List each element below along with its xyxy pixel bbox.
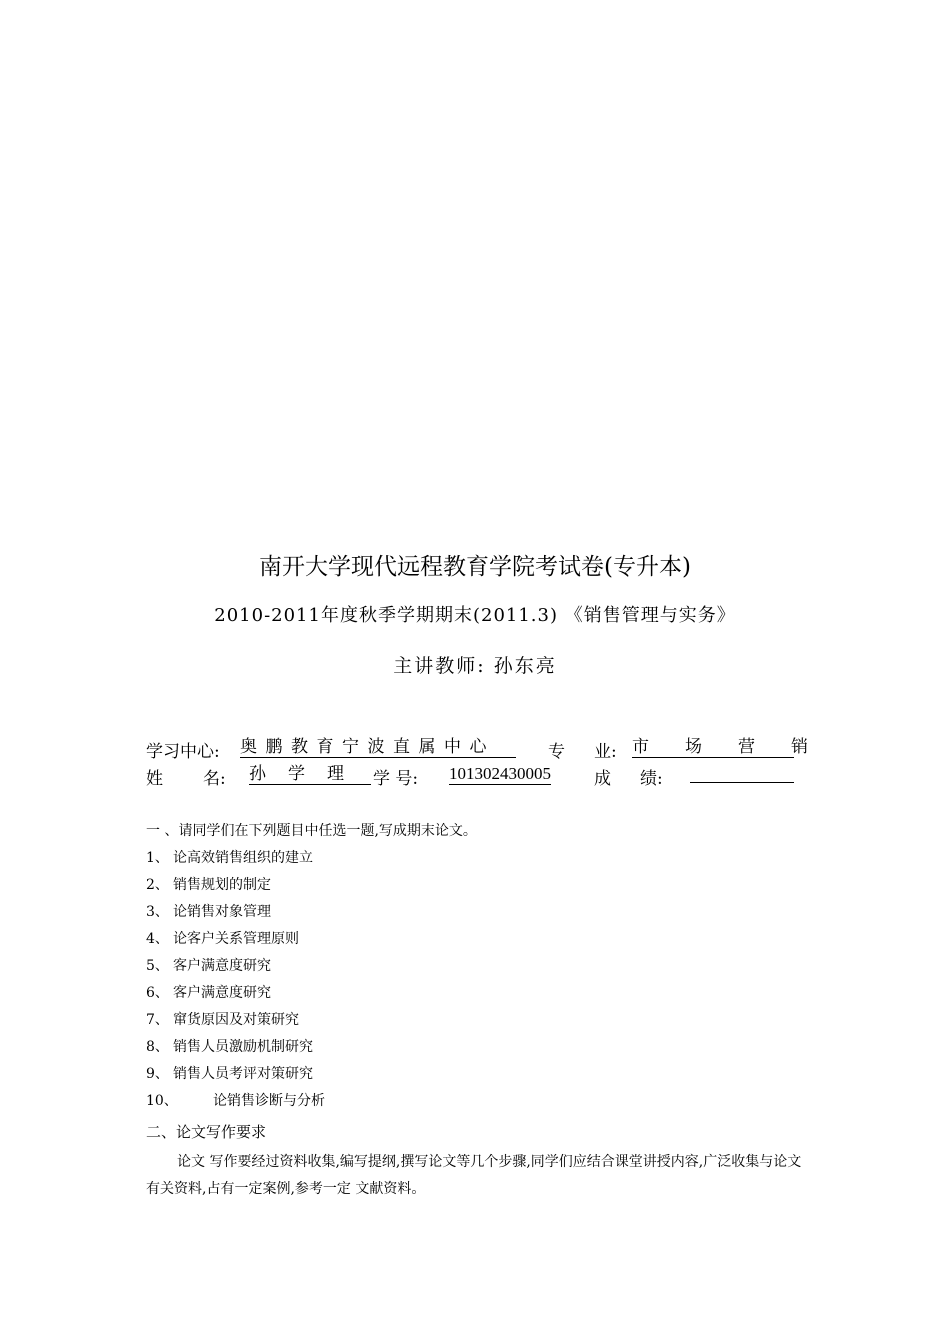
list-item: 9、 销售人员考评对策研究 bbox=[146, 1066, 313, 1082]
list-item: 2、 销售规划的制定 bbox=[146, 877, 271, 893]
requirements-paragraph: 论文 写作要经过资料收集,编写提纲,撰写论文等几个步骤,同学们应结合课堂讲授内容,广泛收集与论文有关资料,占有一定案例,参考一定 文献资料。 bbox=[146, 1154, 802, 1197]
center-value: 奥鹏教育宁波直属中心 bbox=[240, 737, 516, 758]
list-item: 1、 论高效销售组织的建立 bbox=[146, 850, 313, 866]
teacher-line: 主讲教师: 孙东亮 bbox=[393, 655, 557, 677]
id-label: 学 号: bbox=[373, 769, 419, 789]
grade-label-2: 绩: bbox=[640, 769, 663, 789]
major-value: 市场营销 bbox=[632, 737, 844, 757]
name-value-wrap bbox=[249, 764, 371, 785]
major-label-1: 专 bbox=[548, 742, 565, 762]
list-item: 10、 论销售诊断与分析 bbox=[146, 1093, 325, 1109]
section1-heading: 一 、请同学们在下列题目中任选一题,写成期末论文。 bbox=[146, 823, 477, 839]
list-item: 5、 客户满意度研究 bbox=[146, 958, 271, 974]
id-value-wrap bbox=[449, 764, 551, 785]
name-label-1: 姓 bbox=[146, 769, 163, 789]
section2-heading: 二、论文写作要求 bbox=[146, 1123, 267, 1141]
center-value-wrap bbox=[240, 737, 516, 758]
name-label-2: 名: bbox=[203, 769, 226, 789]
center-label: 学习中心: bbox=[146, 742, 220, 762]
list-item: 8、 销售人员激励机制研究 bbox=[146, 1039, 313, 1055]
list-item: 6、 客户满意度研究 bbox=[146, 985, 271, 1001]
list-item: 7、 窜货原因及对策研究 bbox=[146, 1012, 299, 1028]
id-value: 101302430005 bbox=[449, 764, 551, 783]
major-value-wrap bbox=[632, 737, 844, 758]
major-label-2: 业: bbox=[594, 742, 617, 762]
list-item: 3、 论销售对象管理 bbox=[146, 904, 271, 920]
exam-subtitle: 2010-2011年度秋季学期期末(2011.3) 《销售管理与实务》 bbox=[214, 605, 736, 626]
exam-title: 南开大学现代远程教育学院考试卷(专升本) bbox=[259, 554, 691, 580]
list-item: 4、 论客户关系管理原则 bbox=[146, 931, 299, 947]
grade-label-1: 成 bbox=[594, 769, 611, 789]
grade-blank bbox=[690, 782, 794, 783]
name-value: 孙学理 bbox=[249, 764, 371, 785]
